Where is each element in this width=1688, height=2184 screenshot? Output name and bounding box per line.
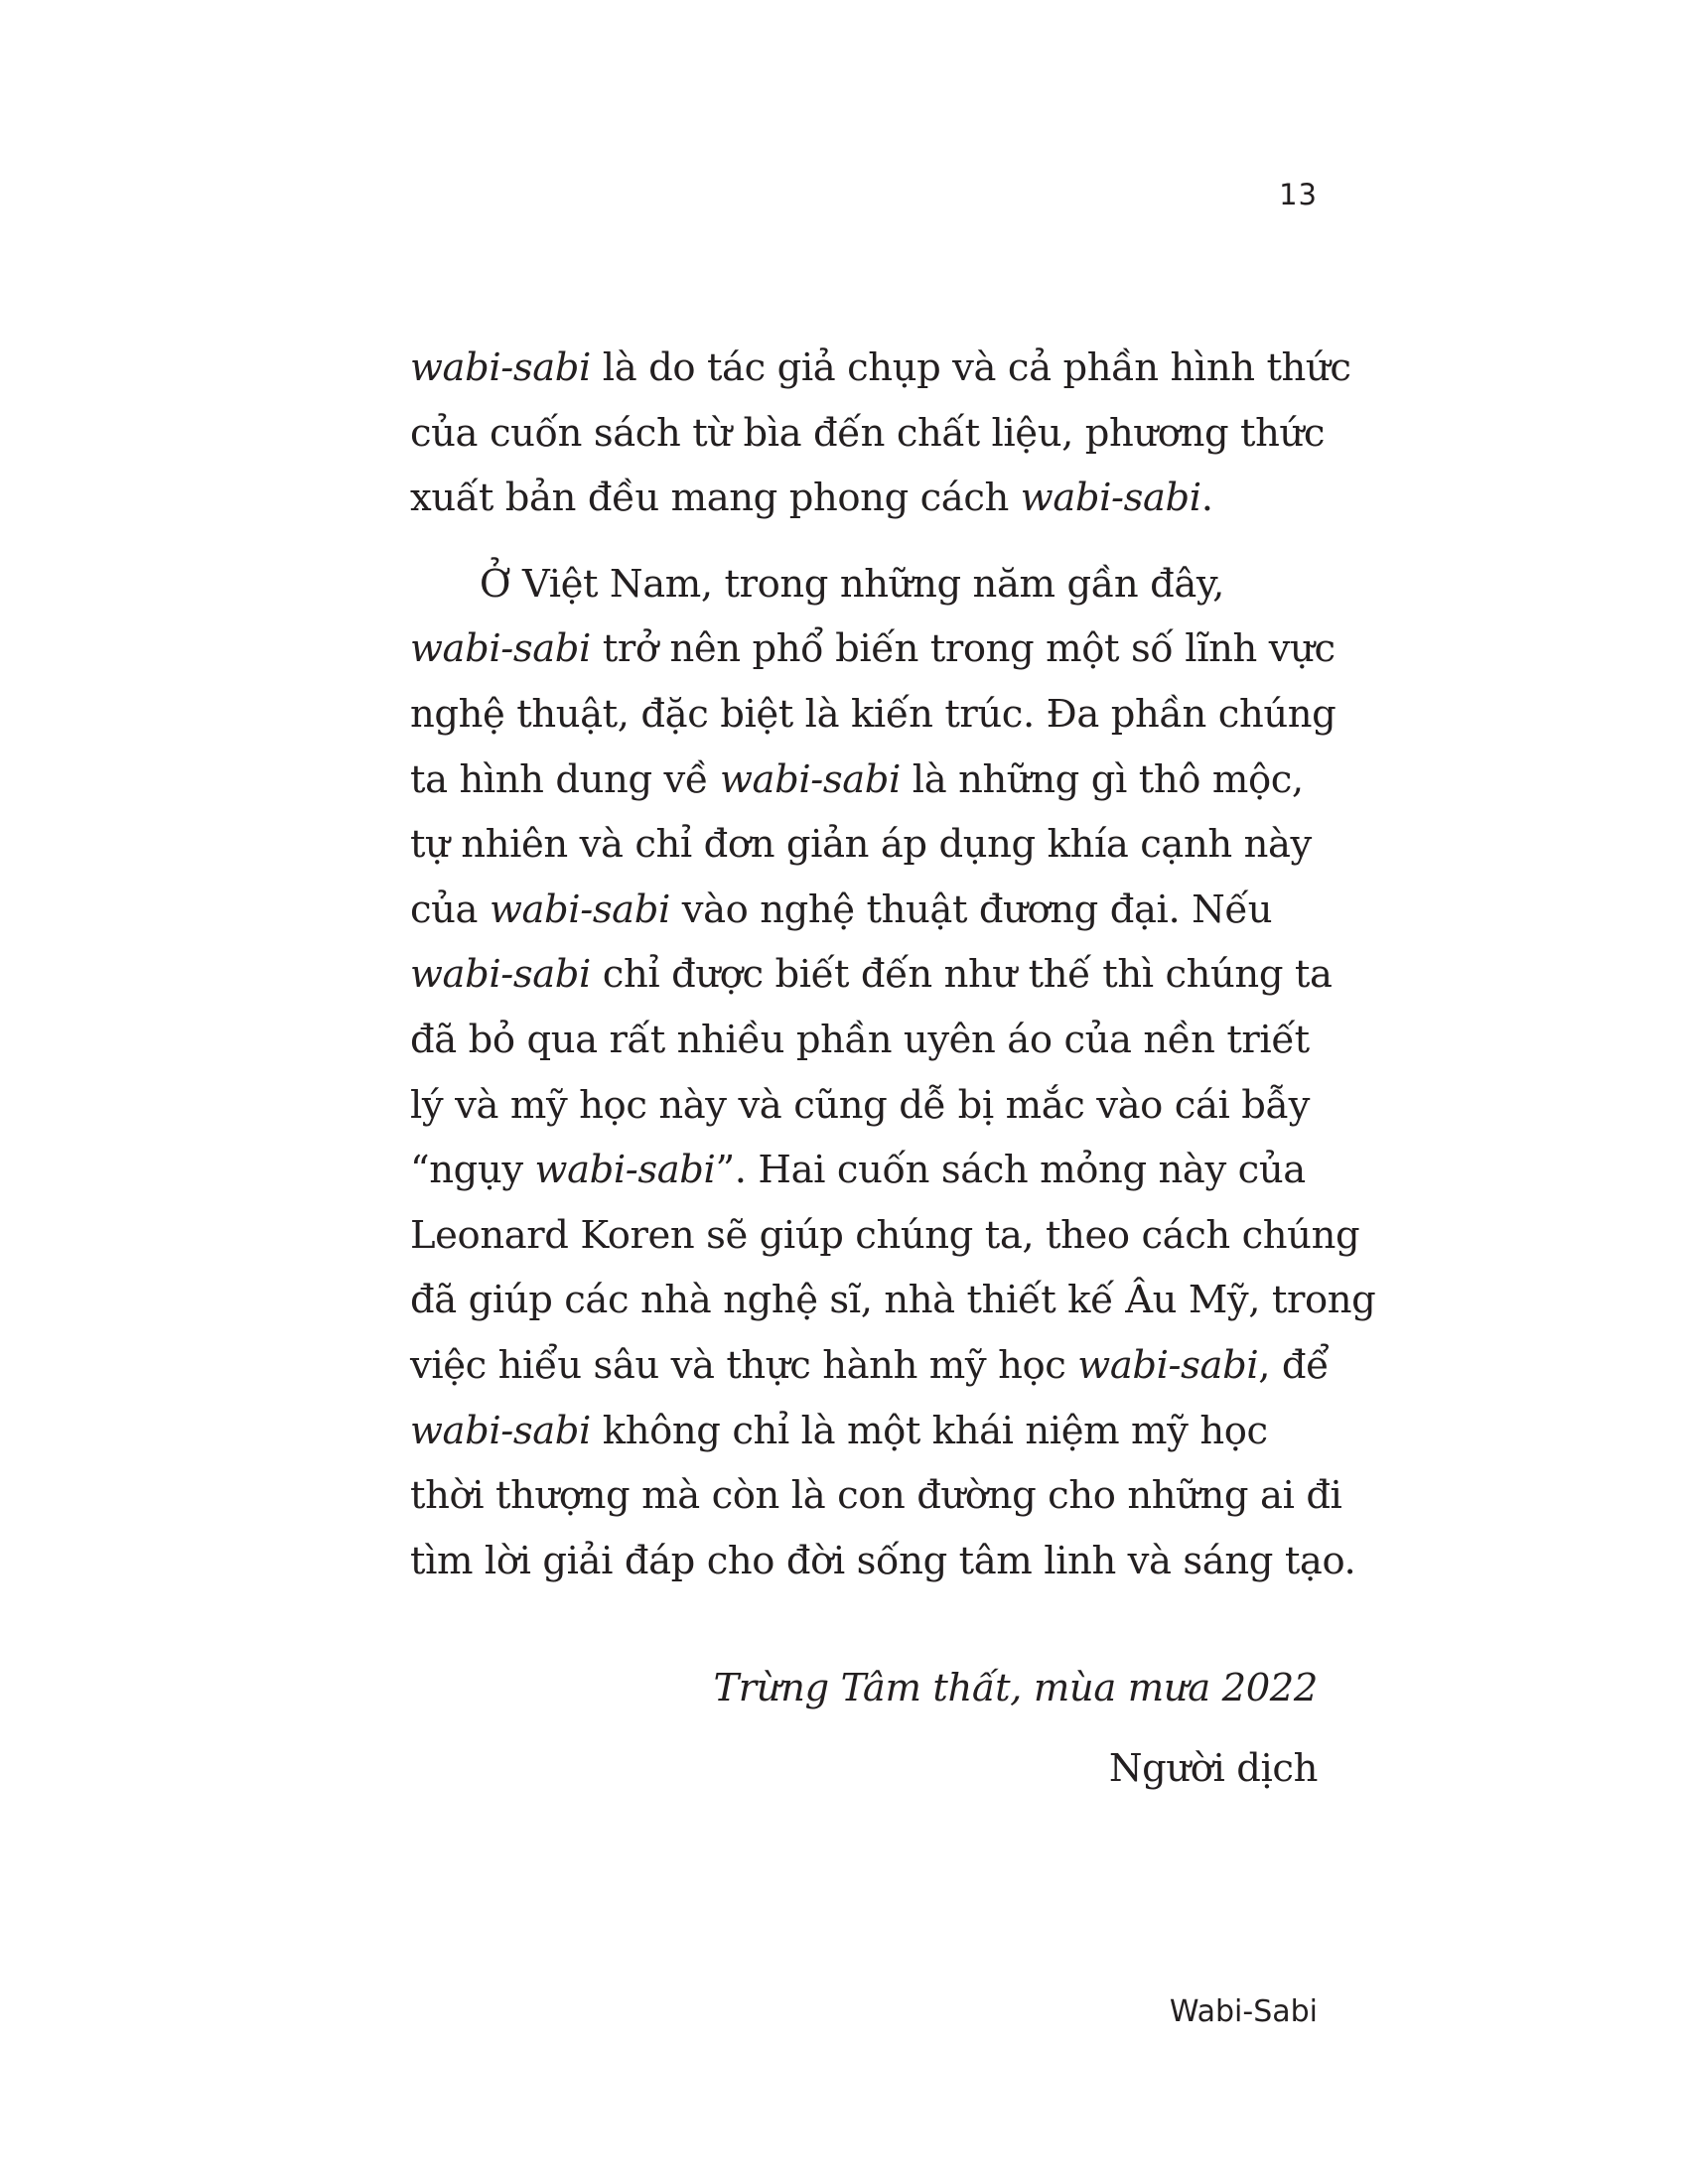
text-line: thời thượng mà còn là con đường cho những ai đi: [410, 1473, 1342, 1519]
text-line: [410, 942, 1333, 1008]
italic-term: wabi-sabi: [1077, 1342, 1259, 1388]
text-span: .: [1200, 476, 1213, 521]
paragraph-2: [410, 552, 1376, 1594]
signature-place-date: Trừng Tâm thất, mùa mưa 2022: [713, 1666, 1318, 1710]
text-span: ”. Hai cuốn sách mỏng này của: [715, 1148, 1306, 1193]
text-line: của cuốn sách từ bìa đến chất liệu, phương thức: [410, 410, 1326, 456]
text-span: xuất bản đều mang phong cách: [410, 476, 1021, 521]
italic-term: wabi-sabi: [489, 887, 670, 932]
text-span: “ngụy: [410, 1148, 535, 1193]
text-line: Ở Việt Nam, trong những năm gần đây,: [480, 561, 1224, 607]
italic-term: wabi-sabi: [1020, 476, 1201, 521]
text-line: [410, 1138, 1319, 1203]
italic-term: wabi-sabi: [410, 345, 591, 390]
text-line: [410, 748, 1319, 813]
paragraph-1: [410, 336, 1351, 531]
body-text: [410, 336, 1376, 1593]
italic-term: wabi-sabi: [410, 626, 591, 672]
text-span: là do tác giả chụp và cả phần hình thức: [590, 345, 1351, 390]
signature-role: Người dịch: [1108, 1746, 1318, 1791]
text-line: lý và mỹ học này và cũng dễ bị mắc vào cái bẫy: [410, 1082, 1311, 1128]
text-span: trở nên phổ biến trong một số lĩnh vực: [590, 626, 1336, 672]
text-line: [410, 1399, 1319, 1464]
text-span: là những gì thô mộc,: [900, 756, 1304, 802]
text-line: Leonard Koren sẽ giúp chúng ta, theo cách chúng: [410, 1212, 1360, 1258]
running-footer-title: Wabi-Sabi: [1169, 1994, 1318, 2029]
page-number: 13: [1279, 178, 1318, 211]
text-line: nghệ thuật, đặc biệt là kiến trúc. Đa phần chúng: [410, 691, 1336, 737]
italic-term: wabi-sabi: [720, 756, 901, 802]
italic-term: wabi-sabi: [410, 952, 591, 998]
text-line: tự nhiên và chỉ đơn giản áp dụng khía cạnh này: [410, 822, 1312, 868]
text-span: chỉ được biết đến như thế thì chúng ta: [590, 952, 1333, 998]
signature-block: [713, 1648, 1318, 1809]
text-line: tìm lời giải đáp cho đời sống tâm linh và sáng tạo.: [410, 1538, 1356, 1583]
text-line: [410, 616, 1336, 682]
text-span: không chỉ là một khái niệm mỹ học: [590, 1408, 1268, 1453]
text-line: [410, 466, 1319, 531]
text-line: đã giúp các nhà nghệ sĩ, nhà thiết kế Âu Mỹ, trong: [410, 1278, 1376, 1323]
italic-term: wabi-sabi: [534, 1148, 716, 1193]
paragraph-gap: [410, 531, 1319, 552]
text-span: ta hình dung về: [410, 756, 720, 802]
text-line: [410, 1333, 1330, 1399]
text-line: đã bỏ qua rất nhiều phần uyên áo của nền triết: [410, 1017, 1310, 1062]
italic-term: wabi-sabi: [410, 1408, 591, 1453]
text-span: việc hiểu sâu và thực hành mỹ học: [410, 1342, 1078, 1388]
text-span: của: [410, 887, 490, 932]
text-span: , để: [1258, 1342, 1330, 1388]
text-line: [410, 878, 1319, 943]
text-line: [410, 336, 1351, 401]
text-span: vào nghệ thuật đương đại. Nếu: [669, 887, 1273, 932]
